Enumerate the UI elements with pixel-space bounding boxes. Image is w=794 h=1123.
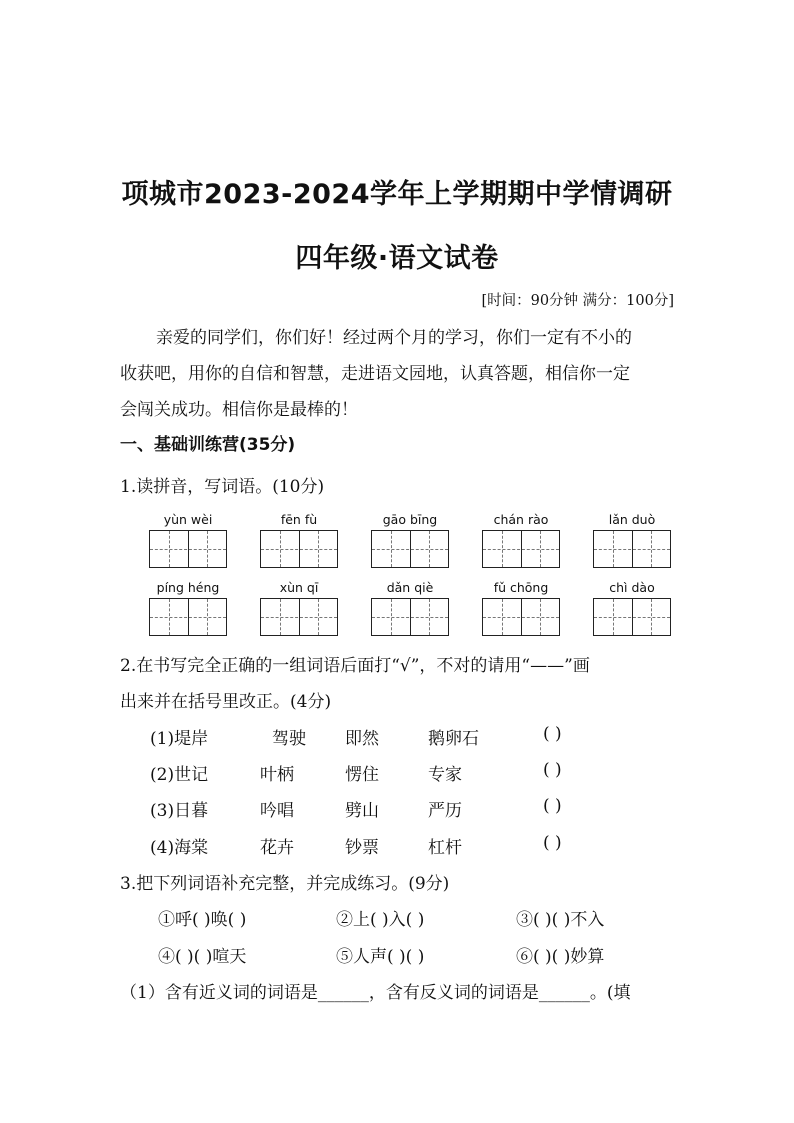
intro-line-1: 亲爱的同学们，你们好！经过两个月的学习，你们一定有不小的 xyxy=(156,328,632,348)
idiom-item[interactable]: ⑥( )( )妙算 xyxy=(516,947,605,967)
pinyin-label: chán rào xyxy=(493,512,549,527)
writing-box[interactable] xyxy=(593,530,671,568)
pinyin-label: fēn fù xyxy=(280,512,318,527)
writing-box[interactable] xyxy=(149,598,227,636)
writing-box[interactable] xyxy=(482,598,560,636)
idiom-item[interactable]: ②上( )入( ) xyxy=(336,910,425,930)
writing-box[interactable] xyxy=(149,530,227,568)
word: 钞票 xyxy=(345,838,379,858)
writing-box[interactable] xyxy=(260,530,338,568)
word: 鹅卵石 xyxy=(428,729,479,749)
word: 花卉 xyxy=(260,838,294,858)
pinyin-label: píng héng xyxy=(156,580,220,595)
idiom-item[interactable]: ⑤人声( )( ) xyxy=(336,947,425,967)
word: 劈山 xyxy=(345,801,379,821)
word-group: (3)日暮 xyxy=(150,801,209,821)
writing-box[interactable] xyxy=(371,530,449,568)
page-title: 项城市2023-2024学年上学期期中学情调研 xyxy=(121,179,673,210)
idiom-item[interactable]: ③( )( )不入 xyxy=(516,910,605,930)
writing-box[interactable] xyxy=(482,530,560,568)
writing-box[interactable] xyxy=(260,598,338,636)
pinyin-label: yùn wèi xyxy=(163,512,213,527)
exam-meta: [时间：90分钟 满分：100分] xyxy=(481,293,674,309)
answer-bracket[interactable]: ( ) xyxy=(543,833,562,853)
intro-line-3: 会闯关成功。相信你是最棒的！ xyxy=(120,400,358,420)
word: 驾驶 xyxy=(272,729,306,749)
page-subtitle: 四年级·语文试卷 xyxy=(295,243,499,274)
writing-box[interactable] xyxy=(371,598,449,636)
answer-bracket[interactable]: ( ) xyxy=(543,760,562,780)
intro-line-2: 收获吧，用你的自信和智慧，走进语文园地，认真答题，相信你一定 xyxy=(120,364,630,384)
pinyin-label: lǎn duò xyxy=(608,512,656,527)
pinyin-label: gāo bīng xyxy=(382,512,438,527)
idiom-item[interactable]: ④( )( )喧天 xyxy=(158,947,247,967)
answer-bracket[interactable]: ( ) xyxy=(543,796,562,816)
word: 专家 xyxy=(428,765,462,785)
writing-box[interactable] xyxy=(593,598,671,636)
word: 严历 xyxy=(428,801,462,821)
word: 愣住 xyxy=(345,765,379,785)
question-1-title: 1.读拼音，写词语。(10分) xyxy=(120,477,325,497)
word: 杠杆 xyxy=(428,838,462,858)
word: 吟唱 xyxy=(260,801,294,821)
word: 叶柄 xyxy=(260,765,294,785)
idiom-item[interactable]: ①呼( )唤( ) xyxy=(158,910,247,930)
word-group: (2)世记 xyxy=(150,765,209,785)
pinyin-label: xùn qī xyxy=(279,580,319,595)
question-3-title: 3.把下列词语补充完整，并完成练习。(9分) xyxy=(120,874,450,894)
pinyin-label: dǎn qiè xyxy=(386,580,434,595)
question-3-sub-1: （1）含有近义词的词语是______，含有反义词的词语是______。(填 xyxy=(120,983,631,1003)
pinyin-label: chì dào xyxy=(609,580,655,595)
word-group: (1)堤岸 xyxy=(150,729,209,749)
word: 即然 xyxy=(345,729,379,749)
answer-bracket[interactable]: ( ) xyxy=(543,724,562,744)
word-group: (4)海棠 xyxy=(150,838,209,858)
pinyin-label: fǔ chōng xyxy=(493,580,549,595)
section-title: 一、基础训练营(35分) xyxy=(120,435,296,455)
question-2-line-2: 出来并在括号里改正。(4分) xyxy=(120,692,332,712)
question-2-line-1: 2.在书写完全正确的一组词语后面打“√”，不对的请用“——”画 xyxy=(120,656,590,676)
